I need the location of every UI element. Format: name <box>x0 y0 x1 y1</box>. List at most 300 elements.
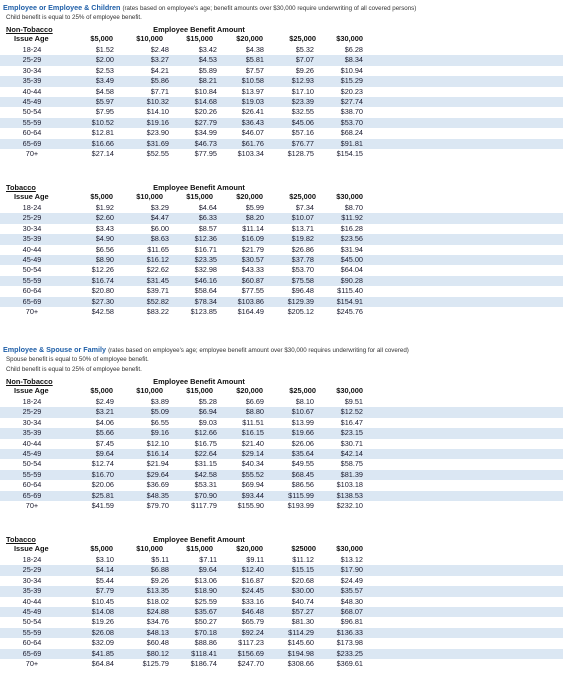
rate-cell: $16.09 <box>241 234 264 244</box>
rate-cell: $16.71 <box>194 244 217 254</box>
rate-cell: $52.82 <box>146 296 169 306</box>
issue-age-cell: 50-54 <box>22 265 42 275</box>
rate-cell: $27.14 <box>91 149 114 158</box>
rate-cell: $37.78 <box>291 255 314 264</box>
table-row <box>0 397 563 407</box>
issue-age-cell: 35-39 <box>22 234 42 244</box>
issue-age-cell: 70+ <box>25 149 39 158</box>
rate-cell: $14.68 <box>194 97 217 106</box>
rate-cell: $9.51 <box>344 397 363 406</box>
rate-cell: $12.74 <box>91 459 114 469</box>
rate-cell: $8.90 <box>95 255 114 264</box>
rate-cell: $7.57 <box>245 65 264 75</box>
rate-cell: $5.11 <box>151 555 169 564</box>
issue-age-cell: 18-24 <box>22 397 42 406</box>
rate-cell: $12.66 <box>194 428 217 438</box>
rate-cell: $48.13 <box>146 627 169 637</box>
rate-cell: $53.31 <box>194 480 217 490</box>
rate-cell: $19.16 <box>146 117 169 127</box>
rate-cell: $1.52 <box>95 45 114 54</box>
table-row <box>0 45 563 55</box>
rate-cell: $22.62 <box>146 265 169 275</box>
rate-cell: $21.79 <box>241 244 264 254</box>
rate-cell: $35.67 <box>194 607 217 616</box>
header-caption: Employee Benefit Amount <box>153 377 245 386</box>
rate-cell: $115.99 <box>288 490 314 500</box>
rate-cell: $138.53 <box>336 490 363 500</box>
rate-cell: $12.81 <box>91 128 114 138</box>
table-row <box>0 576 563 586</box>
table-row <box>0 276 563 286</box>
rate-cell: $7.34 <box>295 203 314 212</box>
rate-cell: $36.69 <box>146 480 169 490</box>
rate-cell: $10.84 <box>194 86 217 96</box>
table-row <box>0 286 563 296</box>
rate-cell: $34.99 <box>194 128 217 138</box>
rate-cell: $58.64 <box>194 286 217 296</box>
table-row <box>0 649 563 659</box>
rate-cell: $50.27 <box>194 617 217 627</box>
rate-cell: $16.28 <box>340 223 363 233</box>
rate-cell: $164.49 <box>237 307 264 316</box>
benefit-note: Child benefit is equal to 25% of employee benefit. <box>6 14 142 21</box>
rate-cell: $154.91 <box>336 296 363 306</box>
rate-cell: $13.97 <box>241 86 264 96</box>
rate-cell: $52.55 <box>146 149 169 158</box>
rate-cell: $40.74 <box>291 596 314 606</box>
rate-cell: $16.12 <box>146 255 169 264</box>
rate-cell: $7.79 <box>95 586 114 596</box>
rate-cell: $10.67 <box>291 407 314 417</box>
rate-cell: $21.94 <box>146 459 169 469</box>
table-row <box>0 255 563 265</box>
issue-age-cell: 35-39 <box>22 586 42 596</box>
table-row <box>0 659 563 669</box>
rate-cell: $4.47 <box>150 213 169 223</box>
column-header: $25000 <box>291 544 316 553</box>
rate-cell: $19.03 <box>241 97 264 106</box>
rate-cell: $70.18 <box>194 627 217 637</box>
column-header: Issue Age <box>14 34 49 43</box>
column-header: $15,000 <box>186 544 213 553</box>
rate-cell: $2.00 <box>95 55 114 65</box>
rate-cell: $64.04 <box>340 265 363 275</box>
rate-cell: $92.24 <box>241 627 264 637</box>
rate-cell: $128.75 <box>287 149 314 158</box>
rate-cell: $27.74 <box>340 97 363 106</box>
issue-age-cell: 70+ <box>25 501 39 510</box>
section-title-note: (rates based on employee's age; employee benefit amount over $30,000 requires underwriting for all covered) <box>108 347 409 354</box>
rate-cell: $24.45 <box>241 586 264 596</box>
issue-age-cell: 30-34 <box>22 65 42 75</box>
rate-cell: $4.21 <box>150 65 169 75</box>
table-row <box>0 428 563 438</box>
issue-age-cell: 50-54 <box>22 459 42 469</box>
rate-cell: $5.09 <box>150 407 169 417</box>
rate-cell: $20.80 <box>91 286 114 296</box>
rate-cell: $42.58 <box>194 469 217 479</box>
rate-cell: $23.39 <box>291 97 314 106</box>
issue-age-cell: 65-69 <box>22 138 42 148</box>
table-row <box>0 265 563 275</box>
rate-cell: $6.94 <box>198 407 217 417</box>
table-row <box>0 565 563 575</box>
rate-cell: $46.73 <box>194 138 217 148</box>
rate-cell: $26.41 <box>241 107 264 117</box>
rate-cell: $103.86 <box>237 296 264 306</box>
rate-cell: $114.29 <box>288 627 314 637</box>
rate-cell: $53.70 <box>340 117 363 127</box>
rate-cell: $16.87 <box>241 575 264 585</box>
table-label: Non-Tobacco <box>6 377 53 386</box>
rate-cell: $42.14 <box>340 449 363 458</box>
column-header: $5,000 <box>90 192 113 201</box>
rate-cell: $2.49 <box>95 397 114 406</box>
rate-cell: $23.90 <box>146 128 169 138</box>
rate-cell: $14.10 <box>146 107 169 117</box>
rate-cell: $154.15 <box>336 149 363 158</box>
rate-cell: $5.66 <box>95 428 114 438</box>
rate-cell: $5.99 <box>245 203 264 212</box>
rate-cell: $26.86 <box>291 244 314 254</box>
table-row <box>0 555 563 565</box>
table-row <box>0 617 563 627</box>
table-row <box>0 128 563 138</box>
rate-cell: $10.58 <box>241 76 264 86</box>
rate-cell: $91.81 <box>340 138 363 148</box>
issue-age-cell: 18-24 <box>22 45 42 54</box>
rate-cell: $19.26 <box>91 617 114 627</box>
column-header: $10,000 <box>136 386 163 395</box>
rate-cell: $5.81 <box>245 55 264 65</box>
issue-age-cell: 45-49 <box>22 255 42 264</box>
rate-cell: $117.79 <box>191 501 217 510</box>
rate-cell: $13.71 <box>291 223 314 233</box>
table-row <box>0 87 563 97</box>
issue-age-cell: 55-59 <box>22 275 42 285</box>
rate-cell: $6.55 <box>150 417 169 427</box>
column-header: $20,000 <box>236 34 263 43</box>
rate-cell: $17.90 <box>340 565 363 575</box>
table-row <box>0 307 563 317</box>
rate-cell: $49.55 <box>291 459 314 469</box>
rate-cell: $12.93 <box>291 76 314 86</box>
rate-cell: $27.79 <box>194 117 217 127</box>
rate-cell: $9.11 <box>246 555 264 564</box>
rate-cell: $20.68 <box>291 575 314 585</box>
rate-cell: $46.48 <box>241 607 264 616</box>
rate-cell: $103.34 <box>237 149 264 158</box>
section-title-note: (rates based on employee's age; benefit amounts over $30,000 require underwriting of all covered persons) <box>122 5 417 12</box>
rate-cell: $12.52 <box>340 407 363 417</box>
rate-cell: $30.00 <box>291 586 314 596</box>
rate-cell: $3.27 <box>150 55 169 65</box>
issue-age-cell: 30-34 <box>22 575 42 585</box>
column-header: $5,000 <box>90 544 113 553</box>
rate-cell: $57.27 <box>291 607 314 616</box>
rate-cell: $32.09 <box>91 638 114 648</box>
rate-cell: $7.95 <box>95 107 114 117</box>
column-header: $30,000 <box>336 386 363 395</box>
column-header: $30,000 <box>336 34 363 43</box>
rate-cell: $11.51 <box>242 417 264 427</box>
rate-cell: $7.45 <box>95 438 114 448</box>
rate-cell: $9.16 <box>150 428 169 438</box>
rate-cell: $26.08 <box>91 627 114 637</box>
issue-age-cell: 70+ <box>25 659 39 668</box>
rate-cell: $6.56 <box>95 244 114 254</box>
rate-cell: $61.76 <box>241 138 264 148</box>
rate-cell: $5.44 <box>95 575 114 585</box>
rate-cell: $5.97 <box>95 97 114 106</box>
rate-cell: $68.24 <box>340 128 363 138</box>
rate-cell: $369.61 <box>336 659 363 668</box>
table-row <box>0 297 563 307</box>
rate-cell: $7.11 <box>199 555 217 564</box>
rate-cell: $4.53 <box>198 55 217 65</box>
rate-cell: $31.45 <box>146 275 169 285</box>
issue-age-cell: 45-49 <box>22 607 42 616</box>
issue-age-cell: 40-44 <box>22 86 42 96</box>
rate-cell: $13.12 <box>340 555 363 564</box>
rate-cell: $194.98 <box>287 648 314 658</box>
rate-cell: $7.71 <box>150 86 169 96</box>
table-row <box>0 118 563 128</box>
table-row <box>0 76 563 86</box>
rate-cell: $16.47 <box>340 417 363 427</box>
column-header: $30,000 <box>336 544 363 553</box>
rate-cell: $117.23 <box>238 638 264 648</box>
rate-cell: $57.16 <box>291 128 314 138</box>
issue-age-cell: 60-64 <box>22 638 42 648</box>
table-row <box>0 97 563 107</box>
rate-cell: $123.85 <box>190 307 217 316</box>
issue-age-cell: 60-64 <box>22 128 42 138</box>
rate-cell: $4.58 <box>95 86 114 96</box>
rate-cell: $3.29 <box>150 203 169 212</box>
issue-age-cell: 35-39 <box>22 428 42 438</box>
table-row <box>0 586 563 596</box>
rate-cell: $173.98 <box>336 638 363 648</box>
rate-cell: $14.08 <box>91 607 114 616</box>
rate-cell: $77.55 <box>241 286 264 296</box>
rate-cell: $9.26 <box>295 65 314 75</box>
rate-cell: $308.66 <box>287 659 314 668</box>
column-header: $15,000 <box>186 386 213 395</box>
rate-cell: $12.26 <box>91 265 114 275</box>
rate-cell: $32.55 <box>291 107 314 117</box>
rate-cell: $46.07 <box>241 128 264 138</box>
rate-cell: $9.64 <box>198 565 217 575</box>
rate-cell: $156.69 <box>237 648 264 658</box>
rate-cell: $60.48 <box>146 638 169 648</box>
column-header: $15,000 <box>186 192 213 201</box>
rate-cell: $16.75 <box>194 438 217 448</box>
section-title <box>3 3 416 13</box>
table-label: Tobacco <box>6 183 36 192</box>
rate-cell: $11.92 <box>341 213 363 223</box>
rate-cell: $8.34 <box>344 55 363 65</box>
rate-cell: $103.18 <box>336 480 363 490</box>
table-row <box>0 66 563 76</box>
rate-cell: $96.48 <box>291 286 314 296</box>
rate-cell: $5.89 <box>198 65 217 75</box>
rate-cell: $4.90 <box>95 234 114 244</box>
section-title-text: Employee or Employee & Children <box>3 3 121 12</box>
column-header: $10,000 <box>136 544 163 553</box>
rate-cell: $20.26 <box>194 107 217 117</box>
rate-cell: $3.10 <box>95 555 114 564</box>
rate-cell: $68.07 <box>340 607 363 616</box>
rate-cell: $20.23 <box>340 86 363 96</box>
rate-cell: $70.90 <box>194 490 217 500</box>
rate-cell: $30.71 <box>340 438 363 448</box>
rate-cell: $129.39 <box>287 296 314 306</box>
rate-cell: $5.86 <box>150 76 169 86</box>
table-row <box>0 203 563 213</box>
column-header: $10,000 <box>136 34 163 43</box>
rate-cell: $42.58 <box>91 307 114 316</box>
rate-cell: $35.64 <box>291 449 314 458</box>
rate-cell: $17.10 <box>291 86 314 96</box>
column-header: $15,000 <box>186 34 213 43</box>
rate-cell: $23.15 <box>340 428 363 438</box>
table-row <box>0 149 563 159</box>
header-caption: Employee Benefit Amount <box>153 183 245 192</box>
rate-cell: $27.30 <box>91 296 114 306</box>
table-row <box>0 234 563 244</box>
rate-cell: $232.10 <box>336 501 363 510</box>
table-row <box>0 501 563 511</box>
rate-cell: $3.49 <box>95 76 114 86</box>
table-row <box>0 245 563 255</box>
rate-cell: $13.99 <box>291 417 314 427</box>
table-row <box>0 491 563 501</box>
rate-cell: $65.79 <box>241 617 264 627</box>
benefit-note: Spouse benefit is equal to 50% of employee benefit. <box>6 356 149 363</box>
rate-cell: $39.71 <box>146 286 169 296</box>
rate-cell: $8.80 <box>245 407 264 417</box>
rate-cell: $7.07 <box>295 55 314 65</box>
rate-cell: $205.12 <box>287 307 314 316</box>
rate-cell: $79.70 <box>146 501 169 510</box>
rate-cell: $8.63 <box>150 234 169 244</box>
benefit-note: Child benefit is equal to 25% of employee benefit. <box>6 366 142 373</box>
rate-cell: $3.42 <box>198 45 217 54</box>
rate-cell: $4.14 <box>95 565 114 575</box>
column-header: Issue Age <box>14 544 49 553</box>
rate-cell: $24.49 <box>340 575 363 585</box>
rate-cell: $12.36 <box>194 234 217 244</box>
rate-cell: $78.34 <box>194 296 217 306</box>
rate-cell: $31.94 <box>340 244 363 254</box>
issue-age-cell: 45-49 <box>22 97 42 106</box>
rate-cell: $31.15 <box>194 459 217 469</box>
issue-age-cell: 65-69 <box>22 648 42 658</box>
table-row <box>0 459 563 469</box>
issue-age-cell: 40-44 <box>22 244 42 254</box>
issue-age-cell: 40-44 <box>22 438 42 448</box>
table-row <box>0 607 563 617</box>
rate-cell: $41.59 <box>91 501 114 510</box>
issue-age-cell: 30-34 <box>22 223 42 233</box>
issue-age-cell: 50-54 <box>22 617 42 627</box>
issue-age-cell: 25-29 <box>22 213 42 223</box>
table-row <box>0 597 563 607</box>
rate-cell: $83.22 <box>146 307 169 316</box>
table-row <box>0 439 563 449</box>
rate-cell: $16.15 <box>241 428 264 438</box>
column-header: $10,000 <box>136 192 163 201</box>
rate-cell: $64.84 <box>91 659 114 668</box>
table-row <box>0 628 563 638</box>
rate-cell: $11.12 <box>292 555 314 564</box>
issue-age-cell: 50-54 <box>22 107 42 117</box>
rate-cell: $9.03 <box>198 417 217 427</box>
issue-age-cell: 55-59 <box>22 469 42 479</box>
column-header: $20,000 <box>236 544 263 553</box>
rate-cell: $55.52 <box>241 469 264 479</box>
table-row <box>0 480 563 490</box>
rate-cell: $15.15 <box>291 565 314 575</box>
issue-age-cell: 40-44 <box>22 596 42 606</box>
issue-age-cell: 60-64 <box>22 480 42 490</box>
rate-cell: $30.57 <box>241 255 264 264</box>
rate-cell: $16.70 <box>91 469 114 479</box>
rate-cell: $15.29 <box>340 76 363 86</box>
rate-cell: $48.35 <box>146 490 169 500</box>
issue-age-cell: 25-29 <box>22 55 42 65</box>
issue-age-cell: 55-59 <box>22 627 42 637</box>
issue-age-cell: 35-39 <box>22 76 42 86</box>
column-header: $20,000 <box>236 192 263 201</box>
issue-age-cell: 60-64 <box>22 286 42 296</box>
rate-cell: $23.56 <box>340 234 363 244</box>
rate-cell: $96.81 <box>340 617 363 627</box>
table-label: Non-Tobacco <box>6 25 53 34</box>
table-row <box>0 470 563 480</box>
rate-cell: $45.00 <box>340 255 363 264</box>
rate-cell: $75.58 <box>291 275 314 285</box>
table-row <box>0 224 563 234</box>
table-row <box>0 139 563 149</box>
rate-cell: $76.77 <box>291 138 314 148</box>
rate-cell: $4.64 <box>198 203 217 212</box>
table-row <box>0 107 563 117</box>
rate-cell: $245.76 <box>336 307 363 316</box>
issue-age-cell: 65-69 <box>22 296 42 306</box>
rate-cell: $4.38 <box>245 45 264 54</box>
rate-cell: $6.88 <box>150 565 169 575</box>
rate-cell: $118.41 <box>191 648 217 658</box>
rate-cell: $45.06 <box>291 117 314 127</box>
column-header: $25,000 <box>289 386 316 395</box>
rate-cell: $19.82 <box>291 234 314 244</box>
rate-cell: $24.88 <box>146 607 169 616</box>
rate-cell: $13.35 <box>146 586 169 596</box>
rate-cell: $1.92 <box>95 203 114 212</box>
rate-cell: $69.94 <box>241 480 264 490</box>
rate-cell: $86.56 <box>291 480 314 490</box>
rate-cell: $10.32 <box>146 97 169 106</box>
issue-age-cell: 25-29 <box>22 565 42 575</box>
rate-cell: $186.74 <box>190 659 217 668</box>
rate-cell: $136.33 <box>336 627 363 637</box>
rate-cell: $6.28 <box>344 45 363 54</box>
rate-cell: $3.43 <box>95 223 114 233</box>
rate-cell: $3.21 <box>95 407 114 417</box>
issue-age-cell: 18-24 <box>22 203 42 212</box>
